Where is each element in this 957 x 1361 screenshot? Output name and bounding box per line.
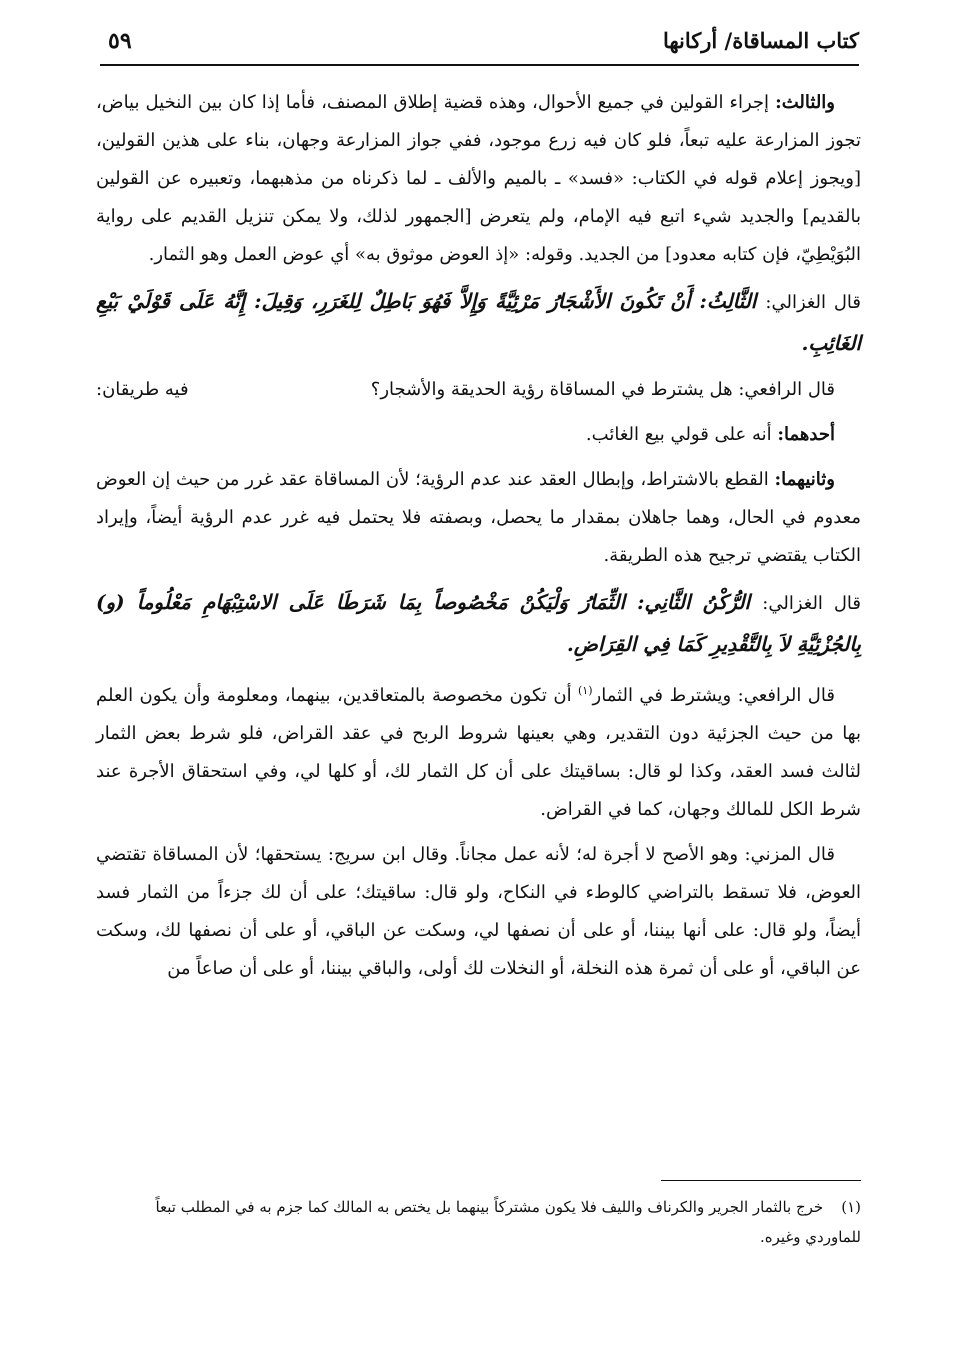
commentary-paragraph [96, 371, 861, 409]
paragraph-tail: فيه طريقان: [96, 379, 189, 400]
matn-paragraph [96, 281, 861, 363]
matn-paragraph [96, 582, 861, 664]
commentary-paragraph [96, 672, 861, 829]
matn-text: الثَّالِثُ: أَنْ تَكُونَ الأَشْجَارُ مَرْئِيَّةً وَإِلاَّ فَهُوَ بَاطِلٌ لِلغَرَرِ، وَقِيلَ: إِنَّهُ عَلَى قَوْلَيْ بَيْعِ الغَائِبِ. [96, 289, 861, 355]
footnote-divider [661, 1180, 861, 1181]
paragraph-lead: أحدهما: [777, 424, 835, 445]
paragraph-text: قال الرافعي: هل يشترط في المساقاة رؤية الحديقة والأشجار؟ [370, 379, 835, 400]
paragraph-text: قال الرافعي: ويشترط في الثمار [592, 685, 835, 706]
commentary-paragraph [96, 84, 861, 274]
running-header [100, 24, 859, 66]
speaker-label: قال الغزالي: [765, 292, 862, 313]
commentary-paragraph [96, 461, 861, 575]
paragraph-text: أنه على قولي بيع الغائب. [585, 424, 772, 445]
footnote-text: خرج بالثمار الجرير والكرناف والليف فلا يكون مشتركاً بينهما بل يختص به المالك كما جزم به في المطلب تبعاً للماوردي وغيره. [155, 1198, 861, 1246]
page-number: ٥٩ [108, 28, 132, 54]
running-title: كتاب المساقاة/ أركانها [662, 28, 859, 53]
footnote-reference[interactable]: (١) [578, 684, 593, 697]
paragraph-text: قال المزني: وهو الأصح لا أجرة له؛ لأنه عمل مجاناً. وقال ابن سريج: يستحقها؛ لأن المساقاة تقتضي العوض، فلا تسقط بالتراضي كالوطء في النكاح، ولو قال: ساقيتك؛ على أن لك جزءاً من الثمار فسد أيضاً، ولو قال: على أنها بيننا، أو على أن نصفها لي، وسكت عن الباقي، أو على أن نصفها لك، وسكت عن الباقي، أو على أن ثمرة هذه النخلة، أو النخلات لك أولى، والباقي بيننا، أو على أن صاعاً من [96, 844, 861, 979]
footnote-number: (١) [841, 1198, 861, 1216]
matn-text: الرُّكْنُ الثَّانِي: الثِّمَارُ وَلْيَكُنْ مَخْصُوصاً بِمَا شَرَطَا عَلَى الاسْتِبْهَامِ مَعْلُوماً (و) بِالجُزْئِيَّةِ لاَ بِالتَّقْدِيرِ كَمَا فِي القِرَاضِ. [96, 590, 861, 656]
footnote [100, 1192, 861, 1252]
paragraph-text: أن تكون مخصوصة بالمتعاقدين، بينهما، ومعلومة وأن يكون العلم بها من حيث الجزئية دون التقدير، وهي بعينها شروط الربح في عقد القراض، فلو شرط بعض الثمار لثالث فسد العقد، وكذا لو قال: بساقيتك على أن كل الثمار لك، أو كلها لي، وفي استحقاق الأجرة عند شرط الكل للمالك وجهان، كما في القراض. [96, 685, 861, 820]
paragraph-lead: وثانيهما: [774, 469, 835, 490]
commentary-paragraph [96, 836, 861, 988]
paragraph-lead: والثالث: [775, 92, 835, 113]
speaker-label: قال الغزالي: [762, 593, 862, 614]
footnotes [100, 1192, 861, 1252]
commentary-paragraph [96, 416, 861, 454]
paragraph-text: إجراء القولين في جميع الأحوال، وهذه قضية إطلاق المصنف، فأما إذا كان بين النخيل بياض، تجوز المزارعة عليه تبعاً، فلو كان فيه زرع موجود، ففي جواز المزارعة وجهان، بناء على هذين القولين، [ويجوز إعلام قوله في الكتاب: «فسد» ـ بالميم والألف ـ لما ذكرناه من مذهبهما، وتعبيره عن القولين بالقديم] والجديد شيء اتبع فيه الإمام، ولم يتعرض [الجمهور لذلك، ولا يمكن تنزيل القديم على رواية البُوَيْطِيّ، فإن كتابه معدود] من الجديد. وقوله: «إذ العوض موثوق به» أي عوض العمل وهو الثمار. [96, 92, 861, 265]
paragraph-text: القطع بالاشتراط، وإبطال العقد عند عدم الرؤية؛ لأن المساقاة عقد غرر من حيث إن العوض معدوم في الحال، وهما جاهلان بمقدار ما يحصل، وبصفته فلا يحتمل فيه غرر عدم الرؤية أيضاً، وإيراد الكتاب يقتضي ترجيح هذه الطريقة. [96, 469, 861, 566]
main-text [96, 84, 861, 995]
